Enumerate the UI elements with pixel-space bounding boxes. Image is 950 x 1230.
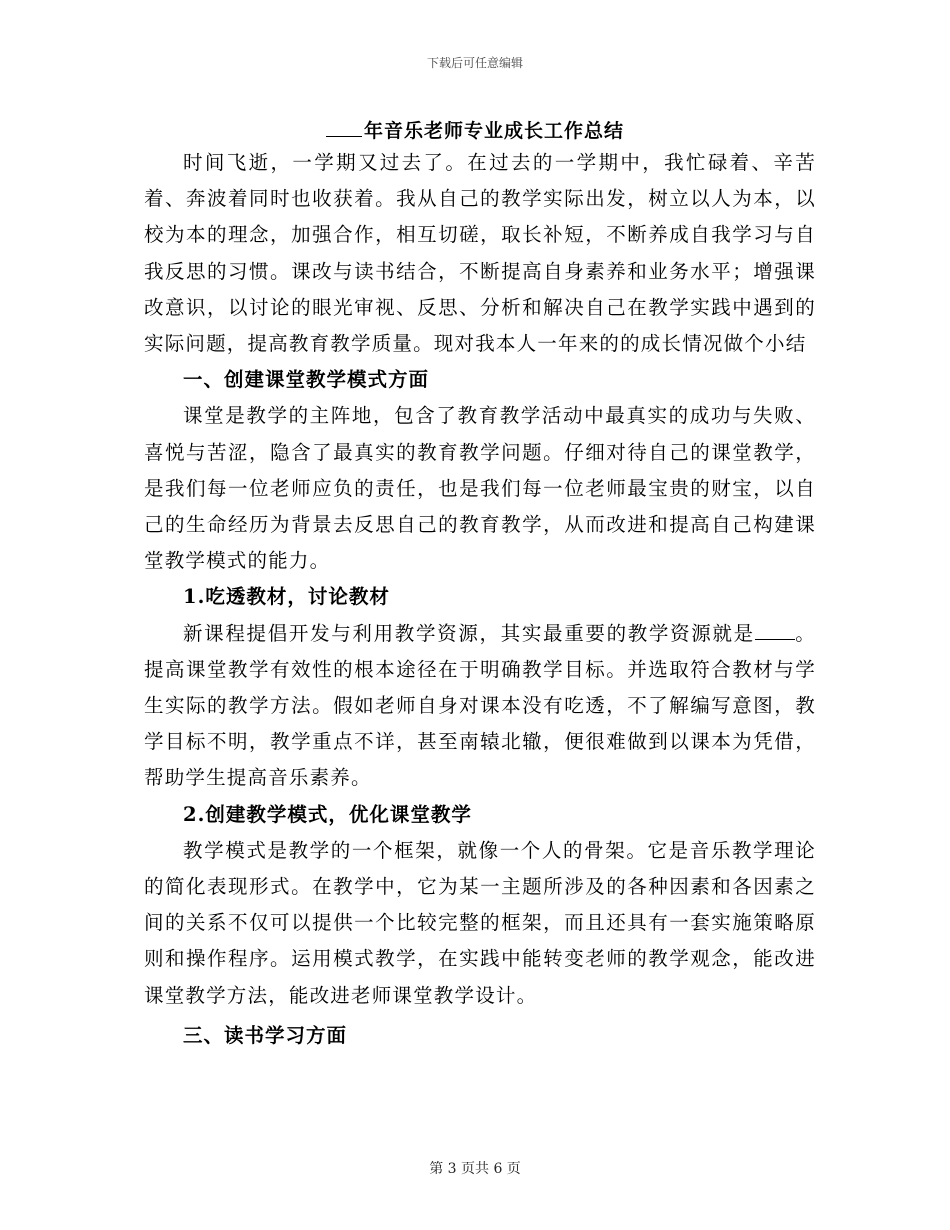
download-note: 下载后可任意编辑: [426, 56, 523, 70]
document-body: [144, 145, 816, 1054]
intro-paragraph: 时间飞逝，一学期又过去了。在过去的一学期中，我忙碌着、辛苦着、奔波着同时也收获着。我从自己的教学实际出发，树立以人为本，以校为本的理念，加强合作，相互切磋，取长补短，不断养成自我学习与自我反思的习惯。课改与读书结合，不断提高自身素养和业务水平；增强课改意识，以讨论的眼光审视、反思、分析和解决自己在教学实践中遇到的实际问题，提高教育教学质量。现对我本人一年来的的成长情况做个小结: [144, 151, 816, 356]
subsection-heading-1: 1.吃透教材，讨论教材: [183, 585, 390, 609]
section-heading-1: 一、创建课堂教学模式方面: [183, 368, 430, 392]
subsection-1-paragraph: [144, 616, 816, 797]
page-number: 第 3 页共 6 页: [429, 1161, 521, 1177]
title-text: 年音乐老师专业成长工作总结: [363, 120, 624, 142]
title-blank-line: [326, 135, 362, 137]
section-1-paragraph: 课堂是教学的主阵地，包含了教育教学活动中最真实的成功与失败、喜悦与苦涩，隐含了最真实的教育教学问题。仔细对待自己的课堂教学，是我们每一位老师应负的责任，也是我们每一位老师最宝贵的财宝，以自己的生命经历为背景去反思自己的教育教学，从而改进和提高自己构建课堂教学模式的能力。: [144, 404, 816, 573]
subsection-1-text-before: 新课程提倡开发与利用教学资源，其实最重要的教学资源就是: [183, 621, 755, 645]
subsection-1-text-after: 。提高课堂教学有效性的根本途径在于明确教学目标。并选取符合教材与学生实际的教学方法。假如老师自身对课本没有吃透，不了解编写意图，教学目标不明，教学重点不详，甚至南辕北辙，便很难做到以课本为凭借，帮助学生提高音乐素养。: [144, 621, 816, 790]
fill-in-blank-line: [755, 638, 795, 640]
subsection-2-paragraph: 教学模式是教学的一个框架，就像一个人的骨架。它是音乐教学理论的简化表现形式。在教学中，它为某一主题所涉及的各种因素和各因素之间的关系不仅可以提供一个比较完整的框架，而且还具有一套实施策略原则和操作程序。运用模式教学，在实践中能转变老师的教学观念，能改进课堂教学方法，能改进老师课堂教学设计。: [144, 838, 816, 1007]
document-title: [0, 116, 950, 143]
section-heading-3: 三、读书学习方面: [183, 1023, 348, 1047]
subsection-heading-2: 2.创建教学模式，优化课堂教学: [183, 802, 472, 826]
